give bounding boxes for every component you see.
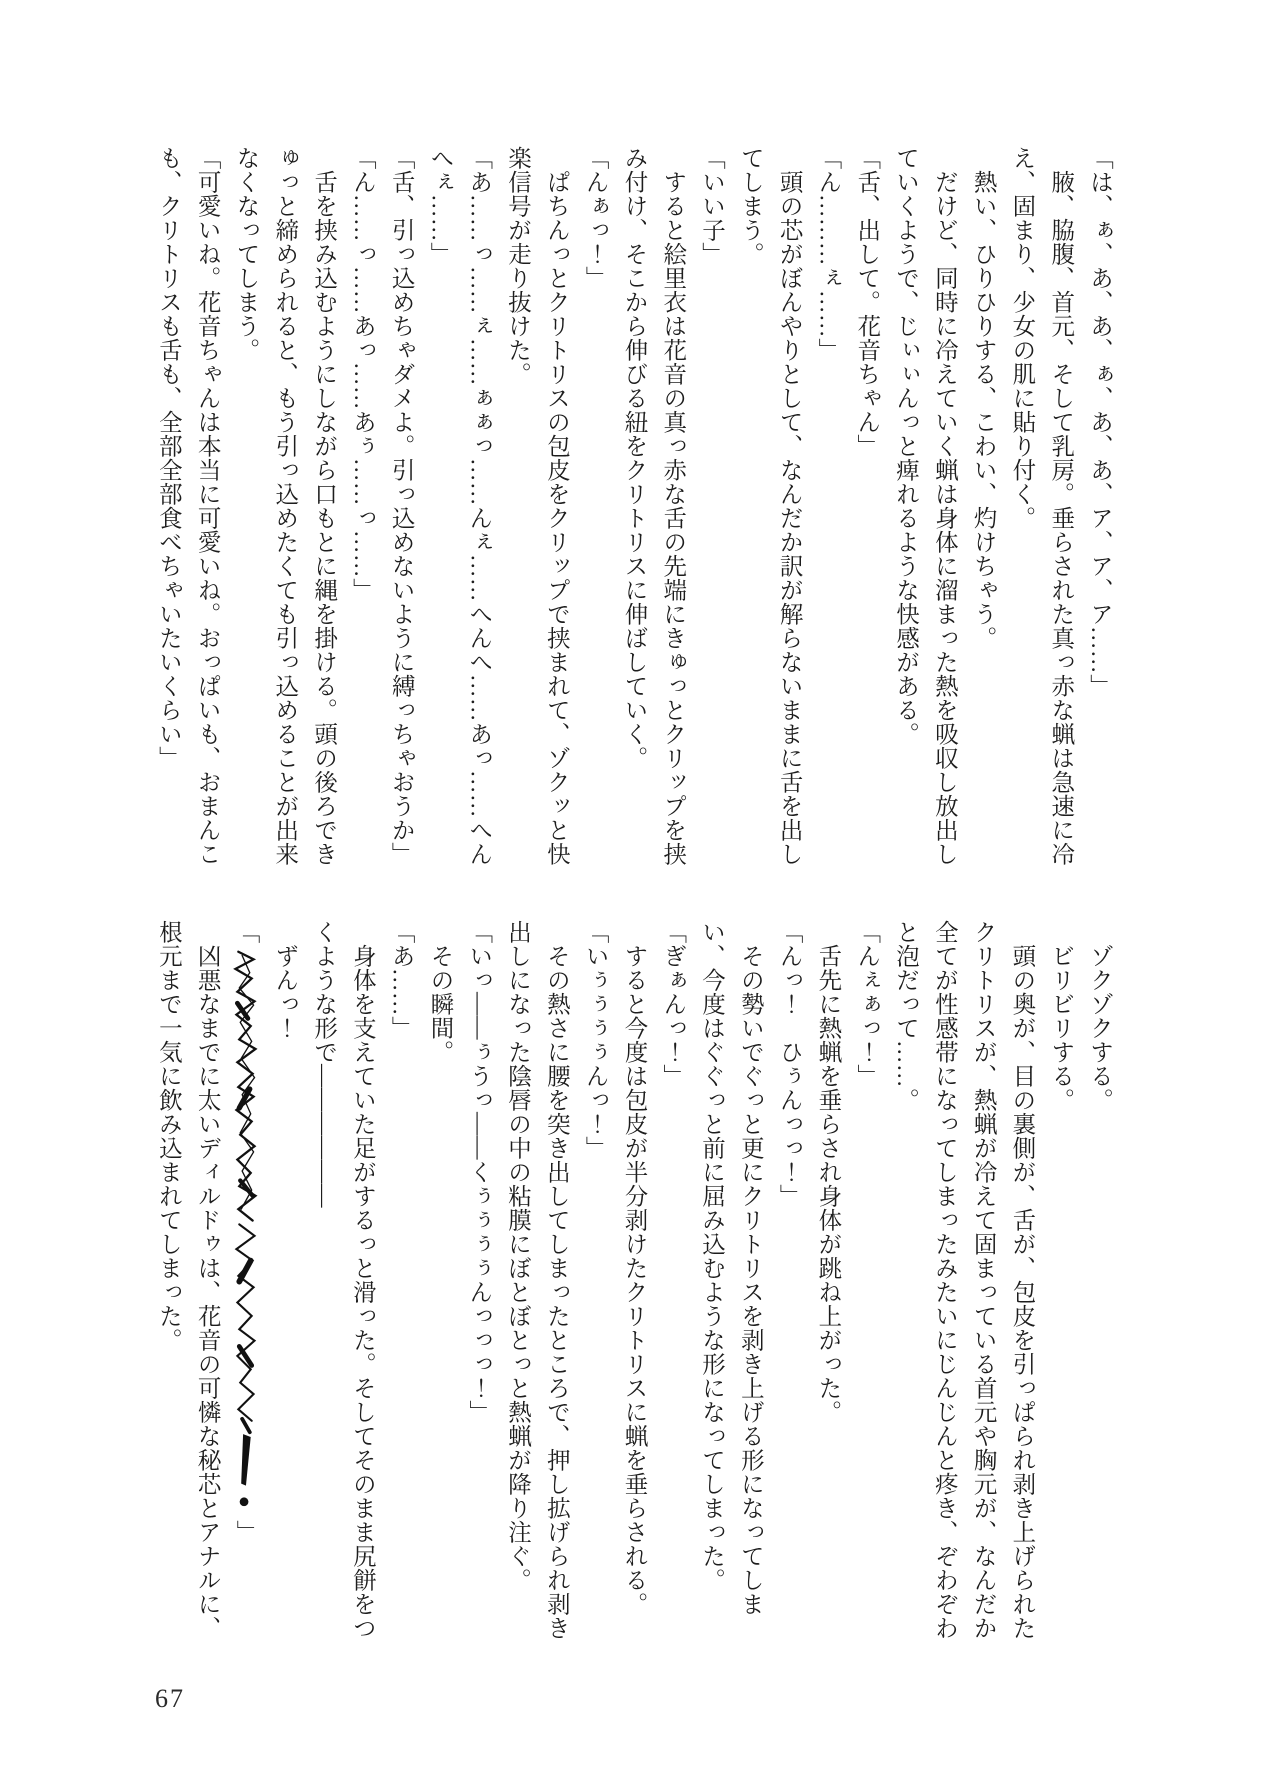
paragraph: 身体を支えていた足がするっと滑った。そしてそのまま尻餅をつくような形で―――――― (310, 920, 375, 1640)
paragraph: だけど、同時に冷えていく蝋は身体に溜まった熱を吸収し放出していくようで、じぃぃんっと痺れるような快感がある。 (892, 146, 957, 866)
paragraph: 「んぁっ！」 (581, 146, 608, 290)
paragraph: その瞬間。 (426, 943, 453, 1064)
paragraph: 「可愛いね。花音ちゃんは本当に可愛いね。おっぱいも、おまんこも、クリトリスも舌も、全部全部食べちゃいたいくらい」 (154, 146, 220, 866)
paragraph: ゾクゾクする。 (1086, 943, 1112, 1112)
paragraph: ずんっ！ (271, 943, 298, 1040)
paragraph: 「舌、引っ込めちゃダメよ。引っ込めないように縛っちゃおうか」 (387, 146, 414, 866)
paragraph: ぱちんっとクリトリスの包皮をクリップで挟まれて、ゾクッと快楽信号が走り抜けた。 (504, 146, 569, 866)
paragraph: 頭の芯がぼんやりとして、なんだか訳が解らないままに舌を出してしまう。 (736, 146, 802, 866)
paragraph: 「んぇぁっ！」 (853, 920, 880, 1088)
paragraph: 「あ……」 (387, 920, 414, 1040)
paragraph: 「いぅぅぅぅんっ！」 (581, 920, 608, 1160)
page-number: 67 (155, 1684, 185, 1713)
paragraph: 「舌、出して。花音ちゃん」 (853, 146, 880, 458)
paragraph: すると絵里衣は花音の真っ赤な舌の先端にきゅっとクリップを挟み付け、そこから伸びる紐をクリトリスに伸ばしていく。 (620, 146, 686, 866)
paragraph: 凶悪なまでに太いディルドゥは、花音の可憐な秘芯とアナルに、根元まで一気に飲み込まれてしまった。 (154, 920, 220, 1640)
scream-scrawl (230, 946, 260, 1518)
paragraph: 「ん……っ……あっ……あぅ……っ……」 (348, 146, 375, 602)
paragraph: すると今度は包皮が半分剥けたクリトリスに蝋を垂らされる。 (620, 943, 647, 1616)
paragraph: 腋、脇腹、首元、そして乳房。垂らされた真っ赤な蝋は急速に冷え、固まり、少女の肌に貼り付く。 (1008, 146, 1074, 866)
paragraph: ビリビリする。 (1047, 943, 1074, 1112)
paragraph: 頭の奥が、目の裏側が、舌が、包皮を引っぱられ剥き上げられたクリトリスが、熱蝋が冷えて固まっている首元や胸元が、なんだか全てが性感帯になってしまったみたいにじんじんと疼き、ぞわぞわと泡だって……。 (892, 920, 1035, 1640)
paragraph: 舌先に熱蝋を垂らされ身体が跳ね上がった。 (814, 943, 841, 1424)
paragraph: その熱さに腰を突き出してしまったところで、押し拡げられ剥き出しになった陰唇の中の粘膜にぼとぼとっと熱蝋が降り注ぐ。 (504, 920, 569, 1640)
paragraph: 舌を挟み込むようにしながら口もとに縄を掛ける。頭の後ろできゅっと締められると、もう引っ込めたくても引っ込めることが出来なくなってしまう。 (232, 146, 337, 866)
paragraph: 「いい子」 (698, 146, 725, 266)
text-block-upper (148, 146, 1118, 868)
paragraph: 「いっ――ぅうっ――くぅぅぅぅんっっっ！」 (465, 920, 492, 1424)
paragraph: 熱い、ひりひりする、こわい、灼けちゃう。 (969, 169, 996, 650)
paragraph: その勢いでぐっと更にクリトリスを剥き上げる形になってしまい、今度はぐぐっと前に屈み込むような形になってしまった。 (698, 920, 763, 1616)
text-block-lower (148, 920, 1118, 1642)
paragraph: 「あ……っ……ぇ……ぁぁっ……んぇ……へんへ……あっ……へんへぇ……」 (426, 146, 492, 866)
close-quote: 」 (232, 1520, 259, 1544)
paragraph: 「ん………ぇ……」 (814, 146, 841, 362)
paragraph: 「は、ぁ、あ、あ、ぁ、あ、あ、ア、ア、ア……」 (1086, 146, 1112, 698)
open-quote: 「 (232, 920, 259, 944)
paragraph: 「ぎぁんっ！」 (659, 920, 686, 1088)
paragraph: 「んっ！ ひぅんっっ！」 (775, 920, 802, 1208)
scream-paragraph (226, 920, 265, 1642)
